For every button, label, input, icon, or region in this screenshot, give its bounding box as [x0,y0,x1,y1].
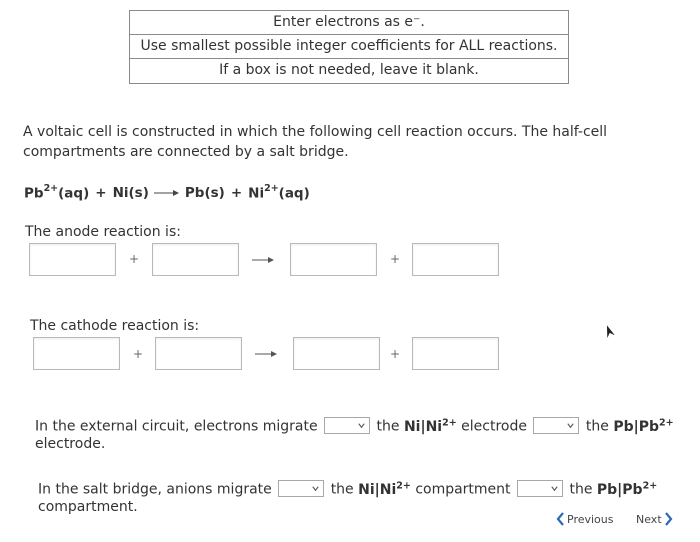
anode-label: The anode reaction is: [25,224,181,240]
next-button[interactable] [636,512,673,526]
cathode-input-1[interactable] [33,337,120,370]
salt-bridge-text: In the salt bridge, anions migrate [38,481,272,498]
chevron-down-icon [550,484,559,493]
anode-input-2[interactable] [152,243,239,276]
cathode-plus-left: + [133,347,144,361]
salt-the-2: the [569,481,593,498]
previous-label: Previous [567,512,614,526]
reaction-plus-2: + [230,184,243,201]
salt-compartment-pb: $Pb|Pb^{2+}$ [596,480,658,498]
external-the-1: the [376,418,400,435]
anode-input-3[interactable] [290,243,377,276]
external-direction-select-2[interactable] [533,417,579,434]
external-circuit-end: electrode. [35,436,106,452]
reactant-ni: Ni(s) [112,184,149,201]
salt-the-1: the [330,481,354,498]
product-pb: Pb(s) [184,184,225,201]
external-electrode-pb: $Pb|Pb^{2+}$ [613,417,674,435]
reactant-pb: $Pb^{2+}(aq)$ [24,183,90,202]
anode-plus-left: + [129,252,140,266]
anode-input-4[interactable] [412,243,499,276]
instruction-coefficients: Use smallest possible integer coefficients for ALL reactions. [130,35,568,59]
salt-compartment-word: compartment [415,481,511,498]
salt-bridge-select-1[interactable] [278,480,324,497]
chevron-down-icon [566,421,575,430]
cathode-input-2[interactable] [155,337,242,370]
chevron-left-icon [556,512,564,526]
product-ni: $Ni^{2+}(aq)$ [248,183,310,202]
mouse-cursor-icon [603,324,615,338]
cathode-arrow-icon [254,349,278,359]
external-circuit-text: In the external circuit, electrons migrate [35,418,318,435]
reaction-arrow-icon [153,188,181,198]
external-direction-select-1[interactable] [324,417,370,434]
cathode-input-4[interactable] [412,337,499,370]
cell-reaction [24,184,310,202]
external-circuit-sentence [35,412,674,438]
cathode-label: The cathode reaction is: [30,318,200,334]
anode-arrow-icon [251,255,275,265]
salt-compartment-ni: $Ni|Ni^{2+}$ [358,480,411,498]
question-intro: A voltaic cell is constructed in which the following cell reaction occurs. The half-cell compartments are connected by a salt bridge. [23,124,608,160]
instructions-box [129,10,569,84]
instruction-blank: If a box is not needed, leave it blank. [219,62,479,78]
external-electrode-word: electrode [461,418,527,435]
external-electrode-ni: $Ni|Ni^{2+}$ [403,417,457,435]
cathode-input-3[interactable] [293,337,380,370]
external-the-2: the [585,418,609,435]
anode-input-1[interactable] [29,243,116,276]
cathode-plus-right: + [390,347,401,361]
next-label: Next [636,512,662,526]
chevron-right-icon [665,512,673,526]
chevron-down-icon [311,484,320,493]
anode-plus-right: + [390,252,401,266]
chevron-down-icon [357,421,366,430]
previous-button[interactable] [556,512,614,526]
salt-bridge-end: compartment. [38,499,138,515]
reaction-plus-1: + [95,184,107,201]
salt-bridge-select-2[interactable] [517,480,563,497]
instruction-electrons: Enter electrons as e⁻. [130,11,568,35]
